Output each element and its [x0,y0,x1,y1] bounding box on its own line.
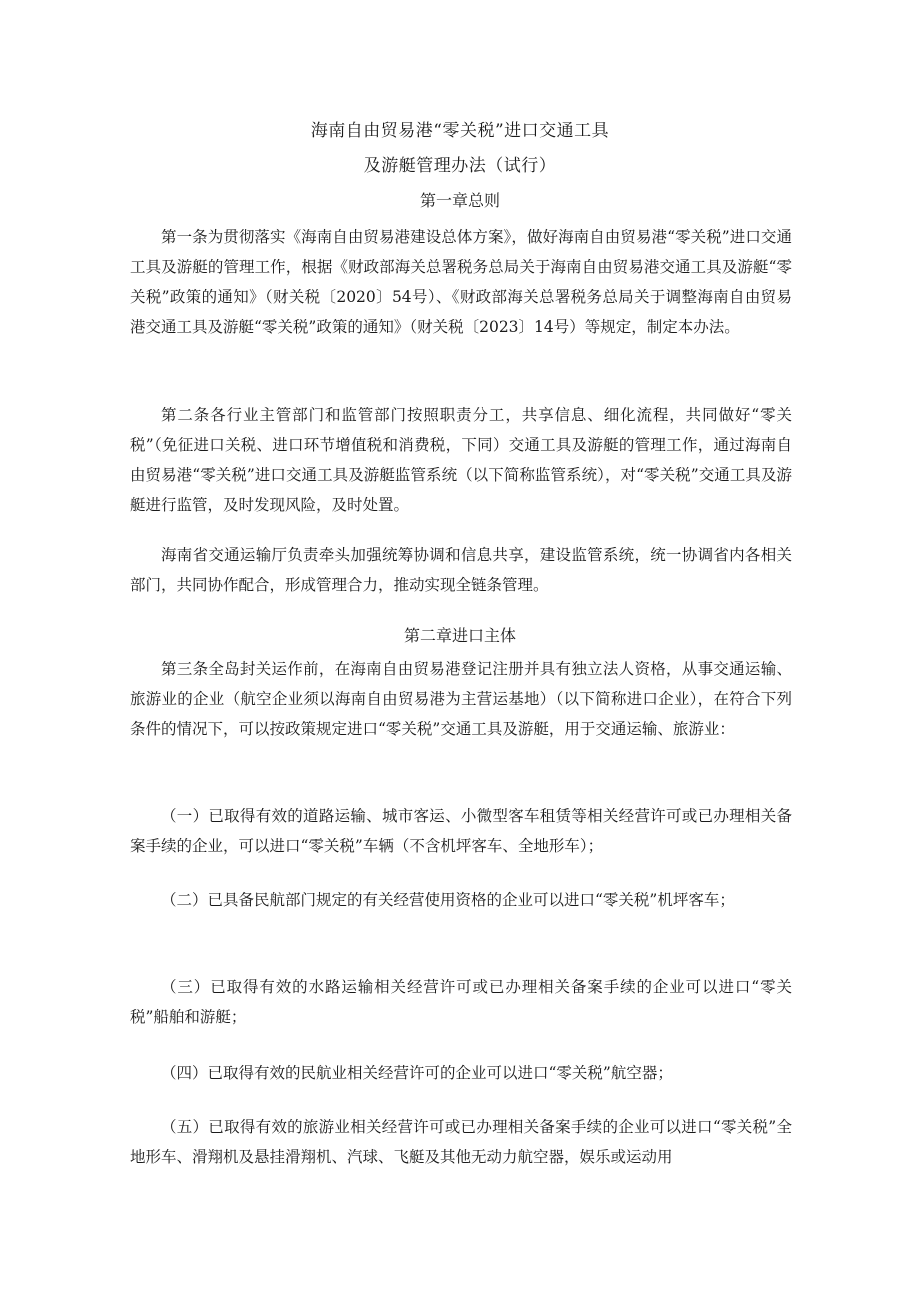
item-3-paragraph: （三）已取得有效的水路运输相关经营许可或已办理相关备案手续的企业可以进口“零关税”船舶和游艇； [130,978,792,1026]
item-1-paragraph: （一）已取得有效的道路运输、城市客运、小微型客车租赁等相关经营许可或已办理相关备案手续的企业，可以进口“零关税”车辆（不含机坪客车、全地形车）； [130,807,792,855]
item-4-paragraph: （四）已取得有效的民航业相关经营许可的企业可以进口“零关税”航空器； [161,1064,673,1082]
document-title-line-2: 及游艇管理办法（试行） [363,156,557,176]
item-5-paragraph: （五）已取得有效的旅游业相关经营许可或已办理相关备案手续的企业可以进口“零关税”全地形车、滑翔机及悬挂滑翔机、汽球、飞艇及其他无动力航空器，娱乐或运动用 [130,1118,792,1166]
article-2-supplement-paragraph: 海南省交通运输厅负责牵头加强统筹协调和信息共享，建设监管系统，统一协调省内各相关部门，共同协作配合，形成管理合力，推动实现全链条管理。 [130,546,792,594]
chapter-1-heading: 第一章总则 [419,191,500,210]
article-3-paragraph: 第三条全岛封关运作前，在海南自由贸易港登记注册并具有独立法人资格，从事交通运输、旅游业的企业（航空企业须以海南自由贸易港为主营运基地）（以下简称进口企业），在符合下列条件的情况下，可以按政策规定进口“零关税”交通工具及游艇，用于交通运输、旅游业： [130,660,792,738]
article-1-paragraph: 第一条为贯彻落实《海南自由贸易港建设总体方案》，做好海南自由贸易港“零关税”进口交通工具及游艇的管理工作，根据《财政部海关总署税务总局关于海南自由贸易港交通工具及游艇“零关税”政策的通知》（财关税〔2020〕54号）、《财政部海关总署税务总局关于调整海南自由贸易港交通工具及游艇“零关税”政策的通知》（财关税〔2023〕14号）等规定，制定本办法。 [130,228,792,336]
chapter-2-heading: 第二章进口主体 [403,626,516,645]
item-2-paragraph: （二）已具备民航部门规定的有关经营使用资格的企业可以进口“零关税”机坪客车； [161,891,735,909]
article-2-paragraph: 第二条各行业主管部门和监管部门按照职责分工，共享信息、细化流程，共同做好“零关税”（免征进口关税、进口环节增值税和消费税，下同）交通工具及游艇的管理工作，通过海南自由贸易港“零关税”进口交通工具及游艇监管系统（以下简称监管系统），对“零关税”交通工具及游艇进行监管，及时发现风险，及时处置。 [130,406,792,514]
document-title-line-1: 海南自由贸易港“零关税”进口交通工具 [310,121,610,141]
